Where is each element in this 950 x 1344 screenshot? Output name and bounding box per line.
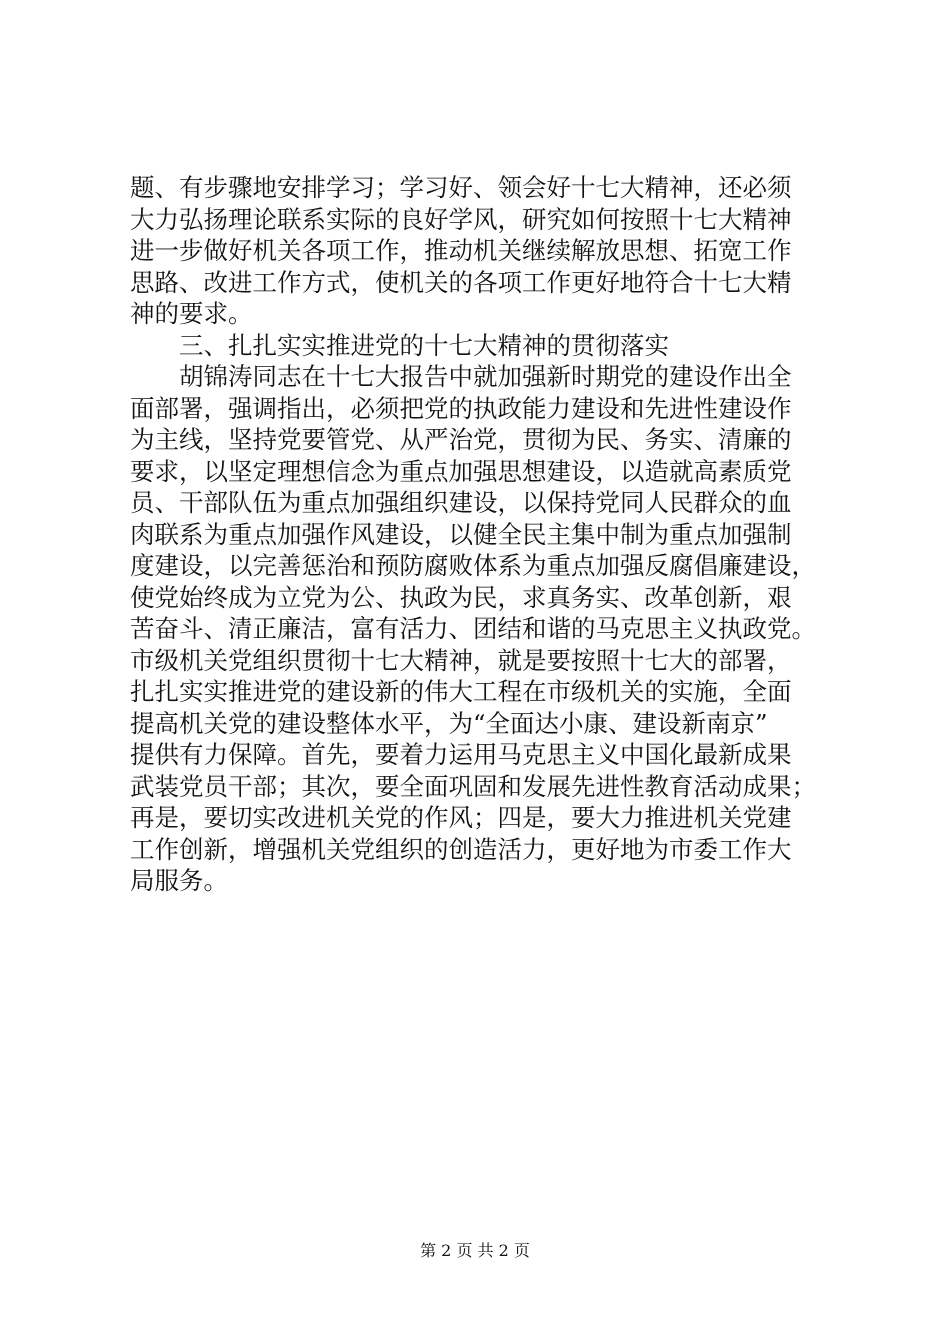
text-line: 肉联系为重点加强作风建设，以健全民主集中制为重点加强制 bbox=[130, 519, 792, 549]
text-line: 员、干部队伍为重点加强组织建设，以保持党同人民群众的血 bbox=[130, 488, 792, 517]
text-line: 神的要求。 bbox=[130, 299, 253, 328]
text-line: 要求，以坚定理想信念为重点加强思想建设，以造就高素质党 bbox=[130, 456, 792, 486]
text-line: 为主线，坚持党要管党、从严治党，贯彻为民、务实、清廉的 bbox=[130, 425, 792, 454]
text-line: 思路、改进工作方式，使机关的各项工作更好地符合十七大精 bbox=[130, 267, 792, 297]
continued-paragraph bbox=[130, 172, 830, 330]
text-line: 胡锦涛同志在十七大报告中就加强新时期党的建设作出全 bbox=[179, 362, 792, 391]
text-line: 使党始终成为立党为公、执政为民，求真务实、改革创新，艰 bbox=[130, 582, 792, 612]
text-line: 再是，要切实改进机关党的作风；四是，要大力推进机关党建 bbox=[130, 803, 792, 832]
text-line: 市级机关党组织贯彻十七大精神，就是要按照十七大的部署， bbox=[130, 645, 792, 675]
page-number-label: 第 2 页 共 2 页 bbox=[420, 1241, 530, 1260]
section-heading: 三、扎扎实实推进党的十七大精神的贯彻落实 bbox=[179, 330, 669, 360]
page-footer bbox=[0, 1241, 950, 1261]
text-line: 面部署，强调指出，必须把党的执政能力建设和先进性建设作 bbox=[130, 393, 792, 423]
text-line: 大力弘扬理论联系实际的良好学风，研究如何按照十七大精神 bbox=[130, 204, 792, 234]
text-line: 局服务。 bbox=[130, 866, 228, 895]
text-line: 武装党员干部；其次，要全面巩固和发展先进性教育活动成果； bbox=[130, 771, 816, 801]
text-line: 题、有步骤地安排学习；学习好、领会好十七大精神，还必须 bbox=[130, 173, 792, 202]
text-line: 苦奋斗、清正廉洁，富有活力、团结和谐的马克思主义执政党。 bbox=[130, 614, 816, 643]
main-paragraph bbox=[130, 361, 830, 897]
document-body bbox=[130, 172, 830, 897]
text-line: 工作创新，增强机关党组织的创造活力，更好地为市委工作大 bbox=[130, 834, 792, 864]
text-line: 扎扎实实推进党的建设新的伟大工程在市级机关的实施，全面 bbox=[130, 677, 792, 706]
text-line: 度建设，以完善惩治和预防腐败体系为重点加强反腐倡廉建设， bbox=[130, 551, 816, 580]
text-line: 进一步做好机关各项工作，推动机关继续解放思想、拓宽工作 bbox=[130, 236, 792, 265]
text-line: 提供有力保障。首先，要着力运用马克思主义中国化最新成果 bbox=[130, 740, 792, 769]
text-line: 提高机关党的建设整体水平，为“全面达小康、建设新南京” bbox=[130, 708, 768, 738]
